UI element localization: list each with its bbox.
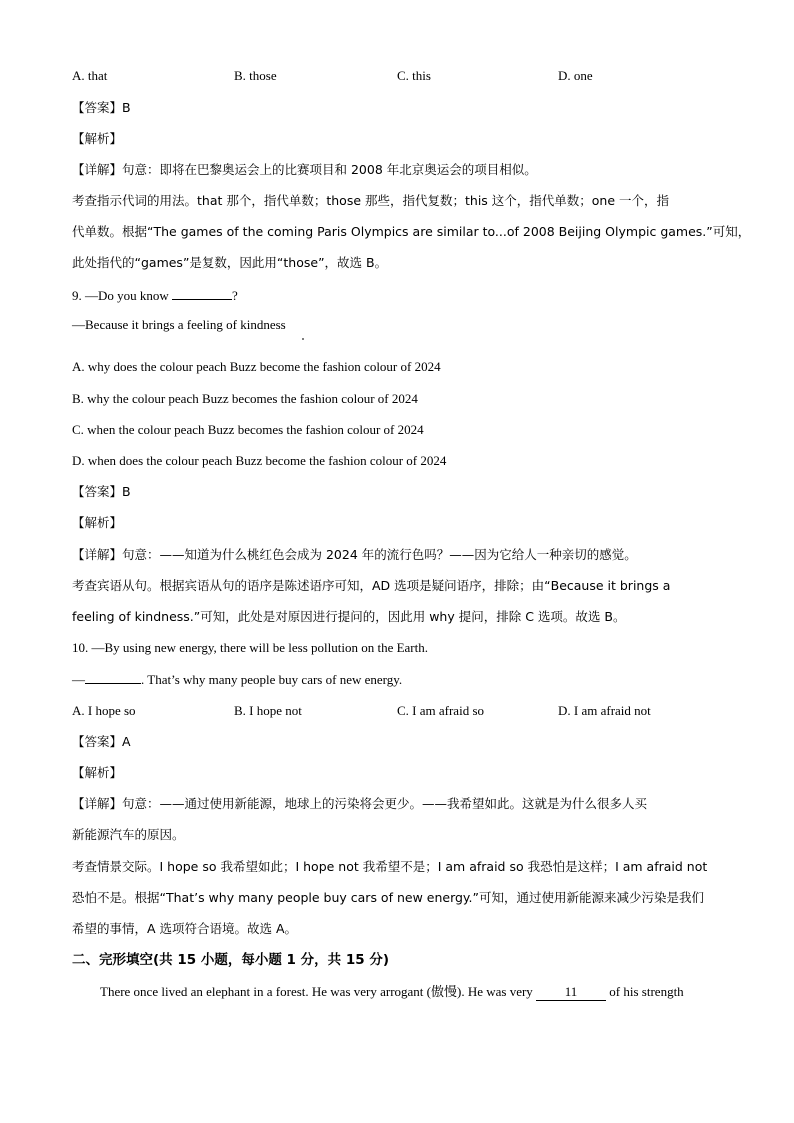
q10-analysis: 【解析】: [72, 765, 123, 780]
q9-explanation-2: feeling of kindness.”可知，此处是对原因进行提问的，因此用 why 提问，排除 C 选项。故选 B。: [72, 609, 626, 624]
q8-option-c: C. this: [397, 68, 431, 83]
passage-first-line: [100, 984, 684, 1001]
q10-option-c: C. I am afraid so: [397, 703, 485, 718]
q8-explanation-3: 此处指代的“games”是复数，因此用“those”，故选 B。: [72, 255, 388, 270]
q9-explanation-1: 考查宾语从句。根据宾语从句的语序是陈述语序可知，AD 选项是疑问语序，排除；由“Because it brings a: [72, 578, 671, 593]
q10-reply-prefix: —: [72, 672, 85, 687]
q10-stem: 10. —By using new energy, there will be less pollution on the Earth.: [72, 640, 428, 655]
q10-reply: [72, 671, 402, 688]
passage-start: There once lived an elephant in a forest. He was very arrogant (傲慢). He was very: [100, 984, 537, 999]
q9-option-c: C. when the colour peach Buzz becomes the fashion colour of 2024: [72, 422, 424, 437]
q9-stray-dot: [302, 338, 304, 340]
passage-end: of his strength: [606, 984, 684, 999]
q9-option-d: D. when does the colour peach Buzz become the fashion colour of 2024: [72, 453, 447, 468]
q9-blank: [172, 287, 232, 300]
q8-option-d: D. one: [558, 68, 593, 83]
q9-answer: 【答案】B: [72, 484, 131, 499]
q9-option-b: B. why the colour peach Buzz becomes the fashion colour of 2024: [72, 391, 418, 406]
q8-detail: 【详解】句意：即将在巴黎奥运会上的比赛项目和 2008 年北京奥运会的项目相似。: [72, 162, 537, 177]
q8-analysis: 【解析】: [72, 131, 123, 146]
q10-option-a: A. I hope so: [72, 703, 136, 718]
q8-answer: 【答案】B: [72, 100, 131, 115]
q9-stem-suffix: ?: [232, 288, 238, 303]
q8-explanation-1: 考查指示代词的用法。that 那个，指代单数；those 那些，指代复数；this 这个，指代单数；one 一个，指: [72, 193, 670, 208]
q10-reply-suffix: . That’s why many people buy cars of new energy.: [141, 672, 403, 687]
q10-explanation-1: 考查情景交际。I hope so 我希望如此；I hope not 我希望不是；I am afraid so 我恐怕是这样；I am afraid not: [72, 859, 708, 874]
section-heading: 二、完形填空(共 15 小题，每小题 1 分，共 15 分): [72, 952, 390, 968]
q8-explanation-2: 代单数。根据“The games of the coming Paris Olympics are similar to...of 2008 Beijing Olympic games.”可知，: [72, 224, 751, 239]
q9-stem: [72, 287, 238, 304]
q8-option-b: B. those: [234, 68, 277, 83]
q10-answer: 【答案】A: [72, 734, 131, 749]
blank-11: 11: [536, 984, 606, 1001]
q10-detail-2: 新能源汽车的原因。: [72, 827, 185, 842]
q8-option-a: A. that: [72, 68, 108, 83]
q9-stem-prefix: 9. —Do you know: [72, 288, 173, 303]
q10-explanation-3: 希望的事情，A 选项符合语境。故选 A。: [72, 921, 298, 936]
q10-option-d: D. I am afraid not: [558, 703, 651, 718]
q9-detail: 【详解】句意：——知道为什么桃红色会成为 2024 年的流行色吗？——因为它给人一种亲切的感觉。: [72, 547, 637, 562]
q10-option-b: B. I hope not: [234, 703, 302, 718]
q9-reply: —Because it brings a feeling of kindness: [72, 317, 286, 332]
q10-blank: [85, 671, 141, 684]
q10-explanation-2: 恐怕不是。根据“That’s why many people buy cars of new energy.”可知，通过使用新能源来减少污染是我们: [72, 890, 704, 905]
q10-detail-1: 【详解】句意：——通过使用新能源，地球上的污染将会更少。——我希望如此。这就是为什么很多人买: [72, 796, 648, 811]
q9-option-a: A. why does the colour peach Buzz become the fashion colour of 2024: [72, 359, 441, 374]
q9-analysis: 【解析】: [72, 515, 123, 530]
